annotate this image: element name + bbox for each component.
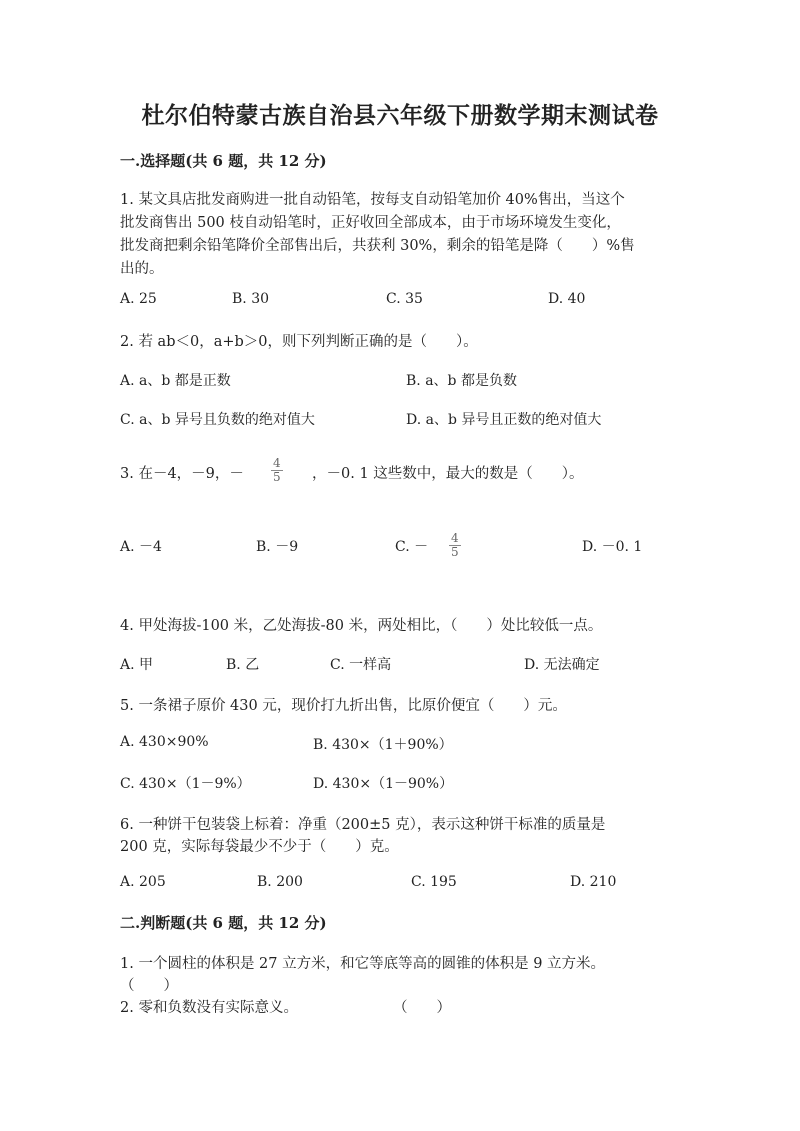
judgment-1-answer-blank: （ ） — [120, 978, 178, 994]
fraction-numerator: 4 — [273, 456, 281, 470]
question-1-line-2: 批发商售出 500 枝自动铅笔时，正好收回全部成本，由于市场环境发生变化， — [120, 215, 621, 231]
question-2-option-d: D. a、b 异号且正数的绝对值大 — [406, 412, 602, 428]
section-heading-judgment: 二.判断题(共 6 题，共 12 分) — [120, 914, 327, 932]
question-6-option-b: B. 200 — [257, 874, 303, 890]
fraction-four-fifths — [271, 457, 283, 484]
question-1-option-b: B. 30 — [232, 291, 270, 307]
question-3-option-b: B. －9 — [256, 539, 299, 555]
question-4-option-a: A. 甲 — [120, 657, 154, 673]
question-1-option-a: A. 25 — [120, 291, 157, 307]
judgment-2-answer-blank: （ ） — [393, 1000, 451, 1016]
question-6-line-1: 6. 一种饼干包装袋上标着：净重（200±5 克），表示这种饼干标准的质量是 — [120, 817, 606, 833]
question-5-option-d: D. 430×（1－90%） — [313, 776, 454, 792]
fraction-denominator: 5 — [451, 545, 459, 559]
question-1-line-4: 出的。 — [120, 261, 164, 277]
question-4-stem: 4. 甲处海拔-100 米，乙处海拔-80 米，两处相比，（ ）处比较低一点。 — [120, 618, 603, 634]
question-6-option-d: D. 210 — [570, 874, 617, 890]
question-5-stem: 5. 一条裙子原价 430 元，现价打九折出售，比原价便宜（ ）元。 — [120, 698, 567, 714]
question-2-option-c: C. a、b 异号且负数的绝对值大 — [120, 412, 315, 428]
question-1-option-c: C. 35 — [386, 291, 423, 307]
question-1-option-d: D. 40 — [548, 291, 586, 307]
section-heading-choice: 一.选择题(共 6 题，共 12 分) — [120, 152, 327, 170]
question-2-stem: 2. 若 ab＜0，a+b＞0，则下列判断正确的是（ ）。 — [120, 334, 478, 350]
question-5-option-a: A. 430×90% — [120, 734, 209, 750]
question-5-option-c: C. 430×（1－9%） — [120, 776, 251, 792]
question-3-option-d: D. －0. 1 — [582, 539, 643, 555]
question-6-line-2: 200 克，实际每袋最少不少于（ ）克。 — [120, 839, 399, 855]
question-4-option-d: D. 无法确定 — [524, 657, 600, 673]
question-1-line-3: 批发商把剩余铅笔降价全部售出后，共获利 30%，剩余的铅笔是降（ ）%售 — [120, 238, 635, 254]
question-3-stem-suffix: ，－0. 1 这些数中，最大的数是（ ）。 — [312, 466, 584, 482]
question-6-option-c: C. 195 — [411, 874, 457, 890]
fraction-numerator: 4 — [451, 531, 459, 545]
question-1-line-1: 1. 某文具店批发商购进一批自动铅笔，按每支自动铅笔加价 40%售出，当这个 — [120, 192, 625, 208]
question-2-option-a: A. a、b 都是正数 — [120, 373, 231, 389]
question-4-option-c: C. 一样高 — [330, 657, 392, 673]
question-5-option-b: B. 430×（1＋90%） — [313, 737, 453, 753]
fraction-denominator: 5 — [273, 470, 281, 484]
question-2-option-b: B. a、b 都是负数 — [406, 373, 517, 389]
question-3-stem-prefix: 3. 在－4，－9，－ — [120, 466, 244, 482]
judgment-1-line-1: 1. 一个圆柱的体积是 27 立方米，和它等底等高的圆锥的体积是 9 立方米。 — [120, 956, 606, 972]
question-4-option-b: B. 乙 — [226, 657, 260, 673]
question-3-option-c: C. － — [395, 539, 429, 555]
page-title: 杜尔伯特蒙古族自治县六年级下册数学期末测试卷 — [141, 102, 659, 129]
question-6-option-a: A. 205 — [120, 874, 166, 890]
judgment-2-stem: 2. 零和负数没有实际意义。 — [120, 1000, 298, 1016]
option-c-fraction — [449, 532, 461, 559]
question-3-option-a: A. －4 — [120, 539, 162, 555]
